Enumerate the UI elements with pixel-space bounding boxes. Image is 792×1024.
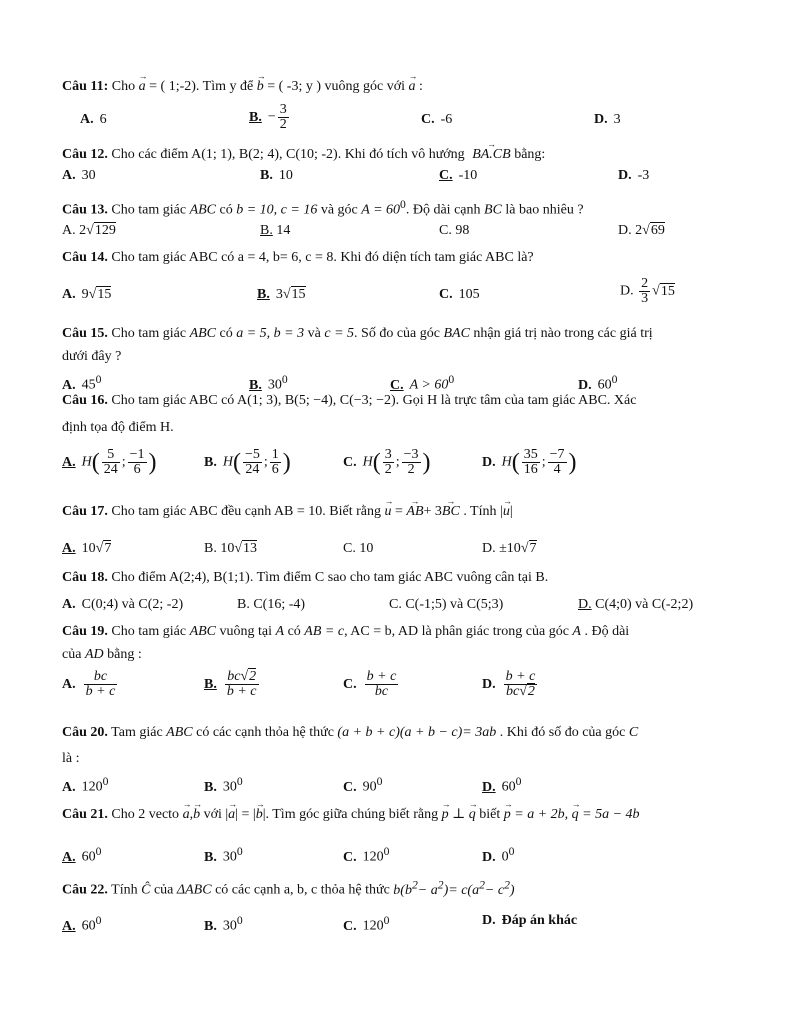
q16-option-d[interactable]: D. H( $\frac{35}{16}$ ; $\frac{-7}{4}$ ) [482,447,577,477]
q18-stem: Câu 18. Cho điểm A(2;4), B(1;1). Tìm điểm C sao cho tam giác ABC vuông cân tại B. [62,570,549,585]
q14-option-b[interactable]: B. 3√15 [257,287,306,302]
q22-option-d[interactable]: D. Đáp án khác [482,913,578,928]
q20-stem: Câu 20. Tam giác ABC có các cạnh thỏa hệ thức (a + b + c)(a + b − c)= 3ab . Khi đó số đo của góc C [62,725,639,740]
q16-stem: Câu 16. Cho tam giác ABC có A(1; 3), B(5; −4), C(−3; −2). Gọi H là trực tâm của tam giác ABC. Xác [62,393,637,408]
q13-option-b[interactable]: B. 14 [260,223,291,238]
q17-stem: Câu 17. Cho tam giác ABC đều cạnh AB = 10. Biết rằng → u = → AB+ 3→ BC . Tính |→ u| [62,503,752,521]
q14-option-a[interactable]: A. 9√15 [62,287,112,302]
q13-stem: Câu 13. Cho tam giác ABC có b = 10, c = 16 và góc $A = 60^0$. Độ dài cạnh BC là bao nhiêu ? [62,198,584,218]
q21-option-a[interactable]: A. $60^0$ [62,845,102,865]
q17-option-c[interactable]: C. 10 [343,541,374,556]
q19-stem-line2: của AD bằng : [62,647,142,662]
q15-option-a[interactable]: A. $45^0$ [62,373,102,393]
q17-option-b[interactable]: B. 10√13 [204,541,258,556]
q14-option-c[interactable]: C. 105 [439,287,480,302]
q17-option-d[interactable]: D. ±10√7 [482,541,537,556]
q20-option-b[interactable]: B. $30^0$ [204,775,243,795]
q12-option-b[interactable]: B. 10 [260,168,293,183]
q19-option-c[interactable]: C. $\frac{b + c}{bc}$ [343,669,397,699]
q18-option-b[interactable]: B. C(16; -4) [237,597,306,612]
q20-option-a[interactable]: A. $120^0$ [62,775,109,795]
q12-option-c[interactable]: C. -10 [439,168,478,183]
q21-option-c[interactable]: C. $120^0$ [343,845,390,865]
q13-option-d[interactable]: D. 2√69 [618,223,665,238]
q22-option-a[interactable]: A. $60^0$ [62,914,102,934]
q16-option-b[interactable]: B. H( $\frac{-5}{24}$ ; $\frac{1}{6}$ ) [204,447,291,477]
q11-option-c[interactable]: C. -6 [421,112,453,127]
q21-option-d[interactable]: D. $0^0$ [482,845,515,865]
q20-option-c[interactable]: C. $90^0$ [343,775,383,795]
q14-option-d[interactable]: D. $\frac{2}{3}$ √15 [620,276,675,306]
q12-option-d[interactable]: D. -3 [618,168,650,183]
q15-stem-line2: dưới đây ? [62,349,122,364]
q19-option-a[interactable]: A. $\frac{bc}{b + c}$ [62,669,116,699]
q18-option-d[interactable]: D. C(4;0) và C(-2;2) [578,597,694,612]
q15-stem: Câu 15. Cho tam giác ABC có a = 5, b = 3 và c = 5. Số đo của góc BAC nhận giá trị nào trong các giá trị [62,326,653,341]
q19-option-b[interactable]: B. $\frac{bc√2}{b + c}$ [204,669,257,699]
q13-option-a[interactable]: A. 2√129 [62,223,116,238]
q15-option-d[interactable]: D. $60^0$ [578,373,618,393]
q19-option-d[interactable]: D. $\frac{b + c}{bc√2}$ [482,669,536,699]
q15-option-b[interactable]: B. $30^0$ [249,373,288,393]
q22-option-c[interactable]: C. $120^0$ [343,914,390,934]
q20-stem-line2: là : [62,751,80,766]
q13-option-c[interactable]: C. 98 [439,223,470,238]
q14-stem: Câu 14. Cho tam giác ABC có a = 4, b= 6, c = 8. Khi đó diện tích tam giác ABC là? [62,250,534,265]
q11-option-d[interactable]: D. 3 [594,112,621,127]
q17-option-a[interactable]: A. 10√7 [62,541,112,556]
q15-option-c[interactable]: C. $A > 60^0$ [390,373,455,393]
q12-stem: Câu 12. Cho các điểm A(1; 1), B(2; 4), C(10; -2). Khi đó tích vô hướng → BA.CB bằng: [62,146,752,164]
q22-stem: Câu 22. Tính Ĉ của ΔABC có các cạnh a, b, c thỏa hệ thức $b(b^2- a^2)= c(a^2- c^2)$ [62,878,515,898]
q20-option-d[interactable]: D. $60^0$ [482,775,522,795]
q16-option-a[interactable]: A. H( $\frac{5}{24}$ ; $\frac{-1}{6}$ ) [62,447,157,477]
q18-option-a[interactable]: A. C(0;4) và C(2; -2) [62,597,184,612]
q21-option-b[interactable]: B. $30^0$ [204,845,243,865]
q21-stem: Câu 21. Cho 2 vecto → a,→ b với |→ a| = |→ b|. Tìm góc giữa chúng biết rằng → p ⊥ → q biết → p = a + 2b, → q = 5a − 4b [62,806,752,824]
q16-stem-line2: định tọa độ điểm H. [62,420,174,435]
q18-option-c[interactable]: C. C(-1;5) và C(5;3) [389,597,504,612]
q11-option-a[interactable]: A. 6 [80,112,107,127]
q11-option-b[interactable]: B. − $\frac{3}{2}$ [249,102,287,132]
q16-option-c[interactable]: C. H( $\frac{3}{2}$ ; $\frac{-3}{2}$ ) [343,447,431,477]
q11-stem: Câu 11: Cho → a = ( 1;-2). Tìm y để → b = ( -3; y ) vuông góc với → a : [62,78,752,96]
q19-stem: Câu 19. Cho tam giác ABC vuông tại A có AB = c, AC = b, AD là phân giác trong của góc A . Độ dài [62,624,630,639]
q12-option-a[interactable]: A. 30 [62,168,96,183]
q22-option-b[interactable]: B. $30^0$ [204,914,243,934]
